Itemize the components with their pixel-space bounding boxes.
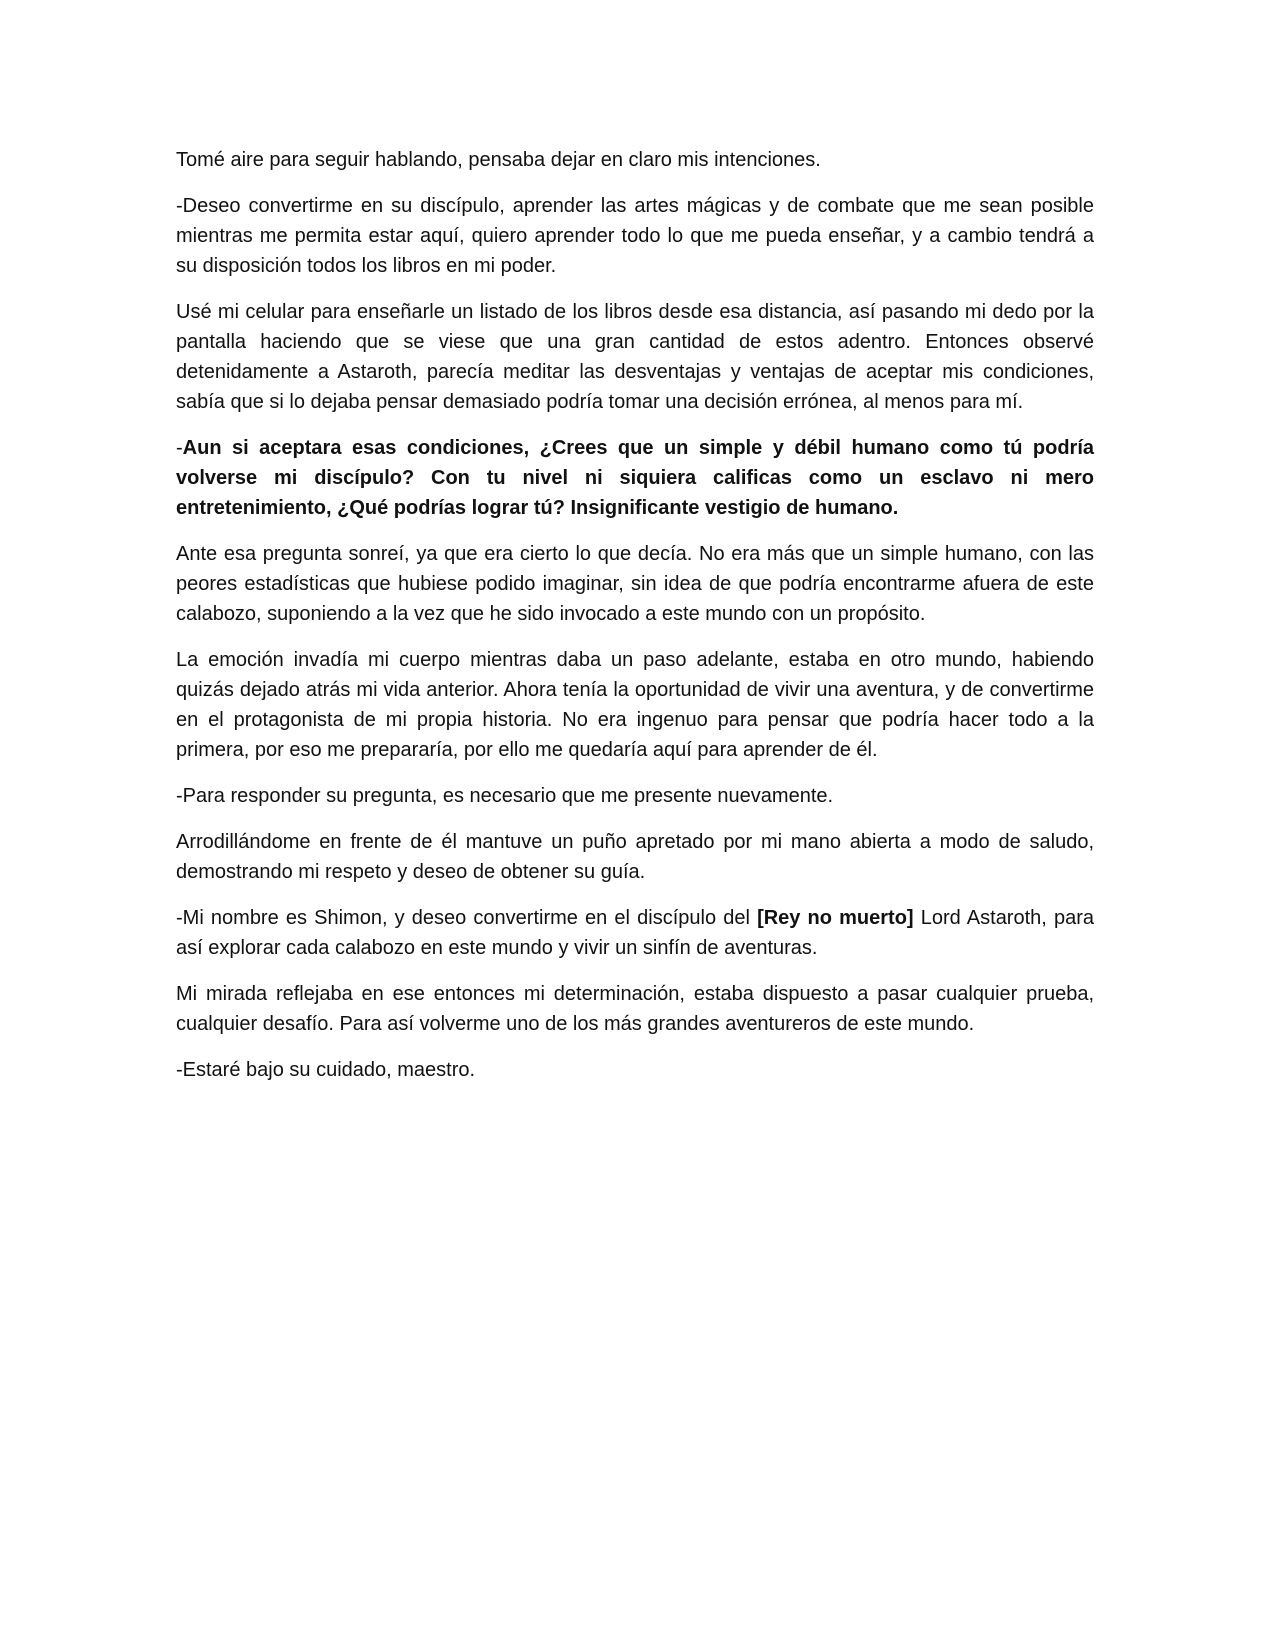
paragraph-11: -Estaré bajo su cuidado, maestro. [176, 1059, 476, 1081]
document-body [176, 145, 1094, 1101]
paragraph-3: Usé mi celular para enseñarle un listado de los libros desde esa distancia, así pasando mi dedo por la pantalla haciendo que se viese que una gran cantidad de estos adentro. Entonces observé detenidamente a Astaroth, parecía meditar las desventajas y ventajas de aceptar mis condiciones, sabía que si lo dejaba pensar demasiado podría tomar una decisión errónea, al menos para mí. [176, 301, 1094, 413]
paragraph-9-start: -Mi nombre es Shimon, y deseo convertirme en el discípulo del [176, 907, 758, 929]
paragraph-4 [176, 433, 1094, 523]
paragraph-1: Tomé aire para seguir hablando, pensaba dejar en claro mis intenciones. [176, 149, 821, 171]
paragraph-9 [176, 903, 1094, 963]
dialogue-dash: - [176, 437, 183, 459]
bold-dialogue: Aun si aceptara esas condiciones, ¿Crees que un simple y débil humano como tú podría volverse mi discípulo? Con tu nivel ni siquiera calificas como un esclavo ni mero entretenimiento, ¿Qué podrías lograr tú? Insignificante vestigio de humano. [176, 437, 1094, 519]
paragraph-10: Mi mirada reflejaba en ese entonces mi determinación, estaba dispuesto a pasar cualquier prueba, cualquier desafío. Para así volverme uno de los más grandes aventureros de este mundo. [176, 983, 1094, 1035]
paragraph-6: La emoción invadía mi cuerpo mientras daba un paso adelante, estaba en otro mundo, habiendo quizás dejado atrás mi vida anterior. Ahora tenía la oportunidad de vivir una aventura, y de convertirme en el protagonista de mi propia historia. No era ingenuo para pensar que podría hacer todo a la primera, por eso me prepararía, por ello me quedaría aquí para aprender de él. [176, 649, 1094, 761]
paragraph-7: -Para responder su pregunta, es necesario que me presente nuevamente. [176, 785, 834, 807]
paragraph-9-end: Lord Astaroth, para así explorar cada calabozo en este mundo y vivir un sinfín de aventuras. [176, 907, 1095, 959]
title-rey-no-muerto: [Rey no muerto] [757, 907, 914, 929]
paragraph-8: Arrodillándome en frente de él mantuve un puño apretado por mi mano abierta a modo de saludo, demostrando mi respeto y deseo de obtener su guía. [176, 831, 1094, 883]
paragraph-5: Ante esa pregunta sonreí, ya que era cierto lo que decía. No era más que un simple humano, con las peores estadísticas que hubiese podido imaginar, sin idea de que podría encontrarme afuera de este calabozo, suponiendo a la vez que he sido invocado a este mundo con un propósito. [176, 543, 1094, 625]
paragraph-2: -Deseo convertirme en su discípulo, aprender las artes mágicas y de combate que me sean posible mientras me permita estar aquí, quiero aprender todo lo que me pueda enseñar, y a cambio tendrá a su disposición todos los libros en mi poder. [176, 195, 1094, 277]
